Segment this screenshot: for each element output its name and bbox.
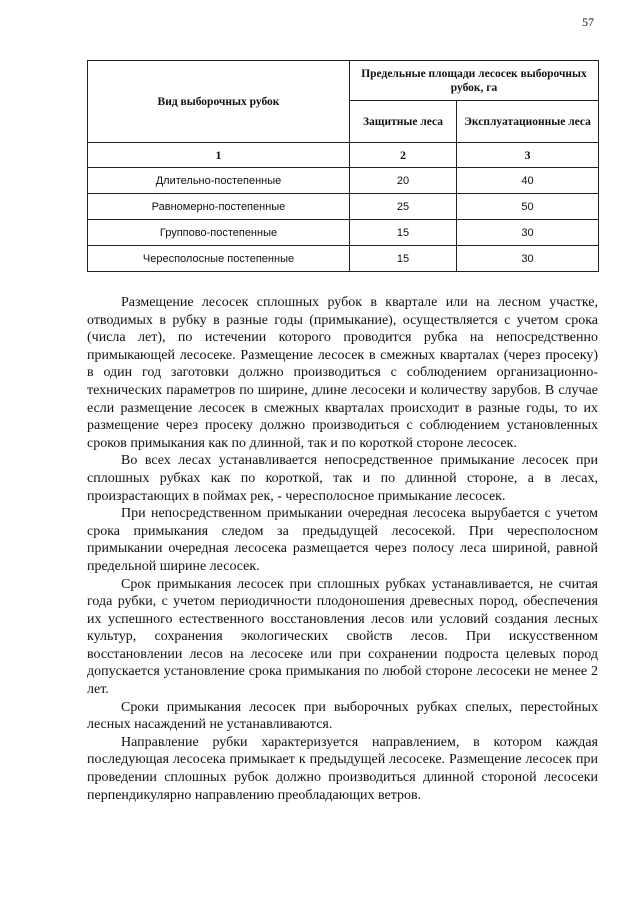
paragraph: Во всех лесах устанавливается непосредственное примыкание лесосек при сплошных рубках как по короткой, так и по длинной стороне, а в лесах, произрастающих в поймах рек, - чересполосное примыкание лесосек. (87, 453, 598, 504)
body-text (87, 294, 598, 804)
cutting-type-cell: Равномерно-постепенные (88, 194, 350, 220)
exploitation-area-cell: 30 (457, 246, 599, 272)
protective-area-cell: 15 (350, 246, 457, 272)
table-row (88, 168, 599, 194)
cutting-type-cell: Группово-постепенные (88, 220, 350, 246)
header-exploitation-forests: Эксплуатационные леса (457, 101, 599, 143)
paragraph: Срок примыкания лесосек при сплошных рубках устанавливается, не считая года рубки, с учетом периодичности плодоношения древесных пород, обеспечения их успешного естественного восстановления лесов или условий создания лесных культур, сохранения экологических свойств лесов. При искусственном восстановлении лесов на лесосеке или при сохранении подроста целевых пород допускается установление срока примыкания по любой стороне лесосеки не менее 2 лет. (87, 576, 598, 698)
exploitation-area-cell: 50 (457, 194, 599, 220)
protective-area-cell: 25 (350, 194, 457, 220)
paragraph: При непосредственном примыкании очередная лесосека вырубается с учетом срока примыкания следом за предыдущей лесосекой. При чересполосном примыкании очередная лесосека размещается через полосу леса шириной, равной предельной ширине лесосек. (87, 506, 598, 574)
exploitation-area-cell: 40 (457, 168, 599, 194)
column-number: 2 (350, 143, 457, 168)
table-header-row (88, 61, 599, 101)
header-protective-forests: Защитные леса (350, 101, 457, 143)
cutting-area-table (87, 60, 599, 272)
column-number: 1 (88, 143, 350, 168)
protective-area-cell: 15 (350, 220, 457, 246)
column-number: 3 (457, 143, 599, 168)
column-number-row (88, 143, 599, 168)
table-row (88, 194, 599, 220)
header-cutting-type: Вид выборочных рубок (88, 61, 350, 143)
paragraph: Сроки примыкания лесосек при выборочных рубках спелых, перестойных лесных насаждений не устанавливаются. (87, 699, 598, 733)
cutting-type-cell: Длительно-постепенные (88, 168, 350, 194)
paragraph: Размещение лесосек сплошных рубок в квартале или на лесном участке, отводимых в рубку в разные годы (примыкание), осуществляется с учетом срока (числа лет), по истечении которого проводится рубка на непосредственно примыкающей лесосеке. Размещение лесосек в смежных кварталах (через просеку) в один год заготовки должно производиться с соблюдением организационно-технических параметров по ширине, длине лесосеки и количеству зарубов. В случае если размещение лесосек в смежных кварталах происходит в разные годы, то их размещение через просеку должно производиться с соблюдением установленных сроков примыкания как по длинной, так и по короткой стороне лесосек. (87, 295, 598, 451)
paragraph: Направление рубки характеризуется направлением, в котором каждая последующая лесосека примыкает к предыдущей лесосеке. Размещение лесосек при проведении сплошных рубок должно производиться длинной стороной лесосеки перпендикулярно направлению преобладающих ветров. (87, 734, 598, 803)
header-area-limits: Предельные площади лесосек выборочных рубок, га (350, 61, 599, 101)
protective-area-cell: 20 (350, 168, 457, 194)
table-row (88, 246, 599, 272)
exploitation-area-cell: 30 (457, 220, 599, 246)
table-row (88, 220, 599, 246)
page-number: 57 (582, 15, 594, 29)
cutting-type-cell: Чересполосные постепенные (88, 246, 350, 272)
